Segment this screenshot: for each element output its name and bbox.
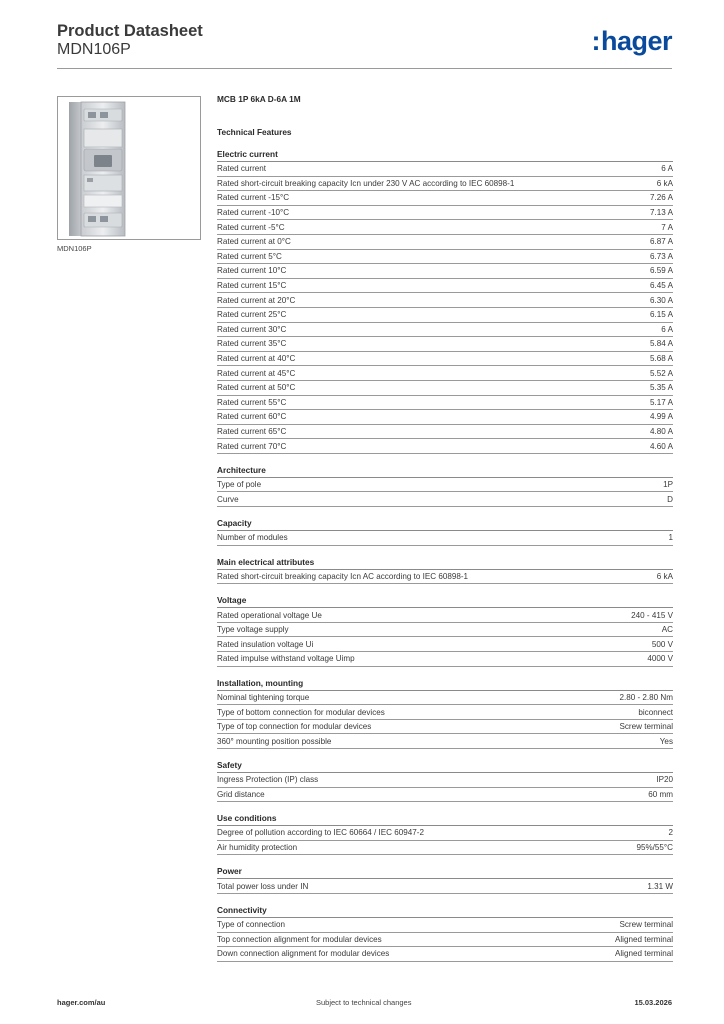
spec-section xyxy=(217,759,673,802)
spec-row xyxy=(217,492,673,507)
spec-value: 6.59 A xyxy=(650,266,673,276)
spec-value: Yes xyxy=(659,736,673,746)
section-title: Main electrical attributes xyxy=(217,556,673,570)
spec-row xyxy=(217,623,673,638)
spec-value: 2.80 - 2.80 Nm xyxy=(619,692,673,702)
spec-label: Rated operational voltage Ue xyxy=(217,610,322,620)
spec-section xyxy=(217,594,673,666)
spec-value: 95%/55°C xyxy=(636,843,673,853)
page-title: Product Datasheet xyxy=(57,22,203,40)
spec-row xyxy=(217,918,673,933)
spec-value: 500 V xyxy=(651,639,673,649)
spec-row xyxy=(217,308,673,323)
section-title: Use conditions xyxy=(217,812,673,826)
spec-label: Total power loss under IN xyxy=(217,881,309,891)
spec-label: Grid distance xyxy=(217,789,265,799)
spec-label: Rated current 10°C xyxy=(217,266,287,276)
spec-value: 6 A xyxy=(661,164,673,174)
spec-value: 7.13 A xyxy=(650,208,673,218)
spec-value: 6.30 A xyxy=(650,295,673,305)
spec-label: Type of top connection for modular devices xyxy=(217,722,372,732)
section-title: Installation, mounting xyxy=(217,677,673,691)
spec-row xyxy=(217,734,673,749)
spec-value: Screw terminal xyxy=(619,722,673,732)
spec-value: 5.35 A xyxy=(650,383,673,393)
section-title: Connectivity xyxy=(217,904,673,918)
spec-label: Rated insulation voltage Ui xyxy=(217,639,314,649)
spec-row xyxy=(217,478,673,493)
spec-value: Screw terminal xyxy=(619,920,673,930)
spec-row xyxy=(217,425,673,440)
spec-value: 2 xyxy=(668,828,673,838)
spec-label: Rated short-circuit breaking capacity Icn AC according to IEC 60898-1 xyxy=(217,571,469,581)
spec-row xyxy=(217,652,673,667)
product-name: MCB 1P 6kA D-6A 1M xyxy=(217,94,301,104)
section-title: Capacity xyxy=(217,517,673,531)
spec-value: 6.45 A xyxy=(650,281,673,291)
spec-row xyxy=(217,947,673,962)
spec-label: Rated current at 0°C xyxy=(217,237,291,247)
spec-value: 7.26 A xyxy=(650,193,673,203)
spec-value: 1P xyxy=(663,480,673,490)
spec-row xyxy=(217,191,673,206)
page-header xyxy=(57,22,672,69)
spec-row xyxy=(217,720,673,735)
spec-label: Ingress Protection (IP) class xyxy=(217,775,319,785)
spec-label: Rated current 25°C xyxy=(217,310,287,320)
section-title: Electric current xyxy=(217,148,673,162)
spec-row xyxy=(217,773,673,788)
technical-data xyxy=(217,93,673,972)
spec-row xyxy=(217,220,673,235)
spec-row xyxy=(217,235,673,250)
spec-row xyxy=(217,531,673,546)
spec-label: Degree of pollution according to IEC 60664 / IEC 60947-2 xyxy=(217,828,424,838)
spec-row xyxy=(217,337,673,352)
spec-row xyxy=(217,293,673,308)
spec-row xyxy=(217,352,673,367)
spec-row xyxy=(217,705,673,720)
spec-value: 1.31 W xyxy=(647,881,673,891)
hager-logo xyxy=(591,26,672,56)
features-heading: Technical Features xyxy=(217,127,292,137)
spec-value: 1 xyxy=(668,533,673,543)
spec-label: Rated current -10°C xyxy=(217,208,290,218)
spec-value: 6 kA xyxy=(656,571,673,581)
spec-section xyxy=(217,812,673,855)
spec-label: Rated current at 45°C xyxy=(217,368,296,378)
spec-label: Type of pole xyxy=(217,480,262,490)
spec-value: AC xyxy=(661,625,673,635)
spec-value: 6.73 A xyxy=(650,251,673,261)
spec-value: biconnect xyxy=(638,707,673,717)
spec-section xyxy=(217,904,673,962)
spec-label: Rated impulse withstand voltage Uimp xyxy=(217,654,355,664)
spec-row xyxy=(217,366,673,381)
spec-label: Rated current at 40°C xyxy=(217,354,296,364)
spec-label: Rated current -5°C xyxy=(217,222,285,232)
spec-value: 4000 V xyxy=(647,654,673,664)
spec-label: Rated current 60°C xyxy=(217,412,287,422)
spec-value: Aligned terminal xyxy=(614,949,673,959)
spec-row xyxy=(217,570,673,585)
spec-label: Rated current 55°C xyxy=(217,397,287,407)
spec-label: Rated current 35°C xyxy=(217,339,287,349)
spec-row xyxy=(217,879,673,894)
feature-sections xyxy=(217,148,673,962)
spec-value: 6.15 A xyxy=(650,310,673,320)
spec-label: Rated current at 50°C xyxy=(217,383,296,393)
spec-label: Curve xyxy=(217,494,239,504)
spec-section xyxy=(217,464,673,507)
spec-value: Aligned terminal xyxy=(614,934,673,944)
spec-value: 5.17 A xyxy=(650,397,673,407)
spec-row xyxy=(217,264,673,279)
spec-value: 6.87 A xyxy=(650,237,673,247)
logo-text: hager xyxy=(600,26,672,56)
spec-label: Nominal tightening torque xyxy=(217,692,310,702)
spec-row xyxy=(217,162,673,177)
spec-value: IP20 xyxy=(656,775,673,785)
logo-prefix: : xyxy=(591,26,600,56)
spec-label: Rated current -15°C xyxy=(217,193,290,203)
section-title: Voltage xyxy=(217,594,673,608)
spec-label: Rated current 30°C xyxy=(217,324,287,334)
spec-row xyxy=(217,608,673,623)
spec-row xyxy=(217,396,673,411)
spec-label: Rated current 15°C xyxy=(217,281,287,291)
spec-row xyxy=(217,250,673,265)
spec-value: 6 A xyxy=(661,324,673,334)
spec-label: Rated current 70°C xyxy=(217,441,287,451)
spec-label: Rated current xyxy=(217,164,267,174)
spec-row xyxy=(217,206,673,221)
spec-label: Down connection alignment for modular devices xyxy=(217,949,390,959)
spec-value: 4.80 A xyxy=(650,426,673,436)
spec-label: Type of connection xyxy=(217,920,285,930)
spec-value: 5.84 A xyxy=(650,339,673,349)
spec-value: 6 kA xyxy=(656,178,673,188)
spec-row xyxy=(217,788,673,803)
spec-row xyxy=(217,637,673,652)
footer-notice: Subject to technical changes xyxy=(316,998,412,1007)
spec-label: Rated current 65°C xyxy=(217,426,287,436)
spec-label: Top connection alignment for modular devices xyxy=(217,934,382,944)
spec-value: 7 A xyxy=(661,222,673,232)
footer-website: hager.com/au xyxy=(57,998,106,1007)
spec-label: Rated current 5°C xyxy=(217,251,282,261)
product-reference: MDN106P xyxy=(57,41,131,58)
spec-row xyxy=(217,841,673,856)
spec-label: Type voltage supply xyxy=(217,625,289,635)
spec-value: 240 - 415 V xyxy=(631,610,673,620)
spec-value: 4.99 A xyxy=(650,412,673,422)
section-title: Safety xyxy=(217,759,673,773)
image-caption: MDN106P xyxy=(57,244,92,253)
spec-row xyxy=(217,691,673,706)
spec-section xyxy=(217,556,673,585)
section-title: Power xyxy=(217,865,673,879)
spec-row xyxy=(217,177,673,192)
spec-row xyxy=(217,323,673,338)
circuit-breaker-image xyxy=(58,97,202,241)
spec-label: Rated current at 20°C xyxy=(217,295,296,305)
spec-section xyxy=(217,517,673,546)
spec-value: 5.68 A xyxy=(650,354,673,364)
spec-label: Rated short-circuit breaking capacity Icn under 230 V AC according to IEC 60898-1 xyxy=(217,178,515,188)
spec-section xyxy=(217,148,673,454)
spec-label: Type of bottom connection for modular devices xyxy=(217,707,385,717)
spec-value: 5.52 A xyxy=(650,368,673,378)
spec-section xyxy=(217,865,673,894)
footer-date: 15.03.2026 xyxy=(634,998,672,1007)
spec-row xyxy=(217,381,673,396)
spec-row xyxy=(217,439,673,454)
spec-value: D xyxy=(667,494,673,504)
spec-label: 360° mounting position possible xyxy=(217,736,332,746)
section-title: Architecture xyxy=(217,464,673,478)
product-image xyxy=(57,96,201,240)
spec-label: Number of modules xyxy=(217,533,288,543)
spec-row xyxy=(217,826,673,841)
spec-row xyxy=(217,279,673,294)
spec-value: 60 mm xyxy=(648,789,673,799)
spec-section xyxy=(217,677,673,749)
spec-row xyxy=(217,933,673,948)
spec-label: Air humidity protection xyxy=(217,843,298,853)
spec-value: 4.60 A xyxy=(650,441,673,451)
spec-row xyxy=(217,410,673,425)
